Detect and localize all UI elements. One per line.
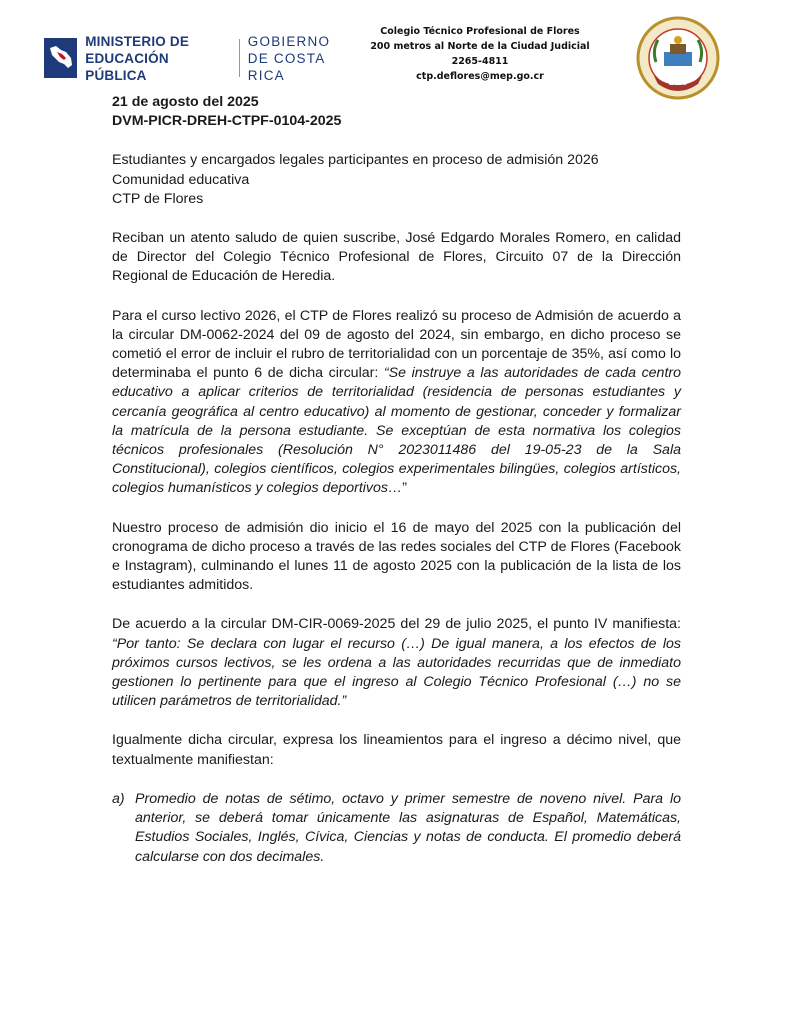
list-item — [112, 790, 681, 867]
school-contact-block — [370, 24, 590, 84]
school-phone: 2265-4811 — [451, 56, 509, 67]
school-name: Colegio Técnico Profesional de Flores — [380, 26, 580, 37]
government-line-2: DE COSTA RICA — [247, 50, 325, 83]
paragraph-circular-0069 — [112, 615, 681, 711]
ministry-name — [85, 33, 231, 84]
paragraph-admission-process: Nuestro proceso de admisión dio inicio el 16 de mayo del 2025 con la publicación del cronograma de dicho proceso a través de las redes sociales del CTP de Flores (Facebook e Instagram), culminando el lunes 11 de agosto 2025 con la publicación de la lista de los estudiantes admitidos. — [112, 519, 681, 594]
paragraph-guidelines: Igualmente dicha circular, expresa los lineamientos para el ingreso a décimo nivel, que textualmente manifiestan: — [112, 732, 681, 768]
circular-quote: “Se instruye a las autoridades de cada centro educativo a aplicar criterios de territorialidad (residencia de personas estudiantes y cercanía geográfica al centro educativo) al momento de gestionar, conceder y formalizar la matrícula de la persona estudiante. Se exceptúan de esta normativa los colegios técnicos profesionales (Resolución N° 2023011486 del 19-05-23 de la Sala Constitucional), colegios científicos, colegios experimentales bilingües, colegios artísticos, colegios humanísticos y colegios deportivos… — [112, 365, 682, 497]
logo-divider — [239, 39, 240, 77]
letter-body — [112, 93, 681, 867]
school-email: ctp.deflores@mep.go.cr — [416, 71, 544, 82]
paragraph-admission-2026 — [112, 307, 681, 499]
letterhead — [0, 0, 791, 90]
government-line-1: GOBIERNO — [247, 33, 331, 49]
recipient-line-1: Estudiantes y encargados legales participantes en proceso de admisión 2026 — [112, 152, 599, 169]
seal-year: 2000 — [668, 79, 688, 87]
recipient-line-2: Comunidad educativa — [112, 171, 250, 188]
costa-rica-map-icon — [44, 38, 77, 78]
list-item-text: Promedio de notas de sétimo, octavo y primer semestre de noveno nivel. Para lo anterior, se deberá tomar únicamente las asignaturas de Español, Matemáticas, Estudios Sociales, Inglés, Cívica, Ciencias y notas de conducta. El promedio deberá calcularse con dos decimales. — [135, 790, 681, 865]
resolution-quote: “Por tanto: Se declara con lugar el recurso (…) De igual manera, a los efectos de los próximos cursos lectivos, se les ordena a las autoridades recurridas que de inmediato gestionen lo pertinente para que el ingreso al Colegio Técnico Profesional (…) no se utilicen parámetros de territorialidad.” — [112, 635, 681, 710]
letter-date: 21 de agosto del 2025 — [112, 94, 259, 110]
quote-close: ” — [402, 480, 407, 497]
letter-reference: DVM-PICR-DREH-CTPF-0104-2025 — [112, 113, 342, 130]
list-marker: a) — [112, 790, 125, 807]
school-address: 200 metros al Norte de la Ciudad Judicial — [370, 41, 590, 52]
paragraph-greeting: Reciban un atento saludo de quien suscribe, José Edgardo Morales Romero, en calidad de Director del Colegio Técnico Profesional de Flores, Circuito 07 de la Dirección Regional de Educación de Heredia. — [112, 230, 681, 285]
recipient-line-3: CTP de Flores — [112, 190, 204, 207]
mep-logo — [44, 33, 364, 83]
paragraph-circular-text: De acuerdo a la circular DM-CIR-0069-2025 del 29 de julio 2025, el punto IV manifiesta: — [112, 616, 681, 633]
ministry-line-1: MINISTERIO DE — [85, 33, 190, 49]
ministry-line-2: EDUCACIÓN PÚBLICA — [85, 50, 169, 83]
government-name — [248, 33, 364, 84]
school-seal-icon — [634, 14, 722, 102]
paragraph-admission-text: Para el curso lectivo 2026, el CTP de Flores realizó su proceso de Admisión de acuerdo a la circular DM-0062-2024 del 09 de agosto del 2024, sin embargo, en dicho proceso se cometió el error de incluir el rubro de territorialidad con un porcentaje de 35%, así como lo determinaba el punto 6 de dicha circular: — [112, 307, 681, 382]
